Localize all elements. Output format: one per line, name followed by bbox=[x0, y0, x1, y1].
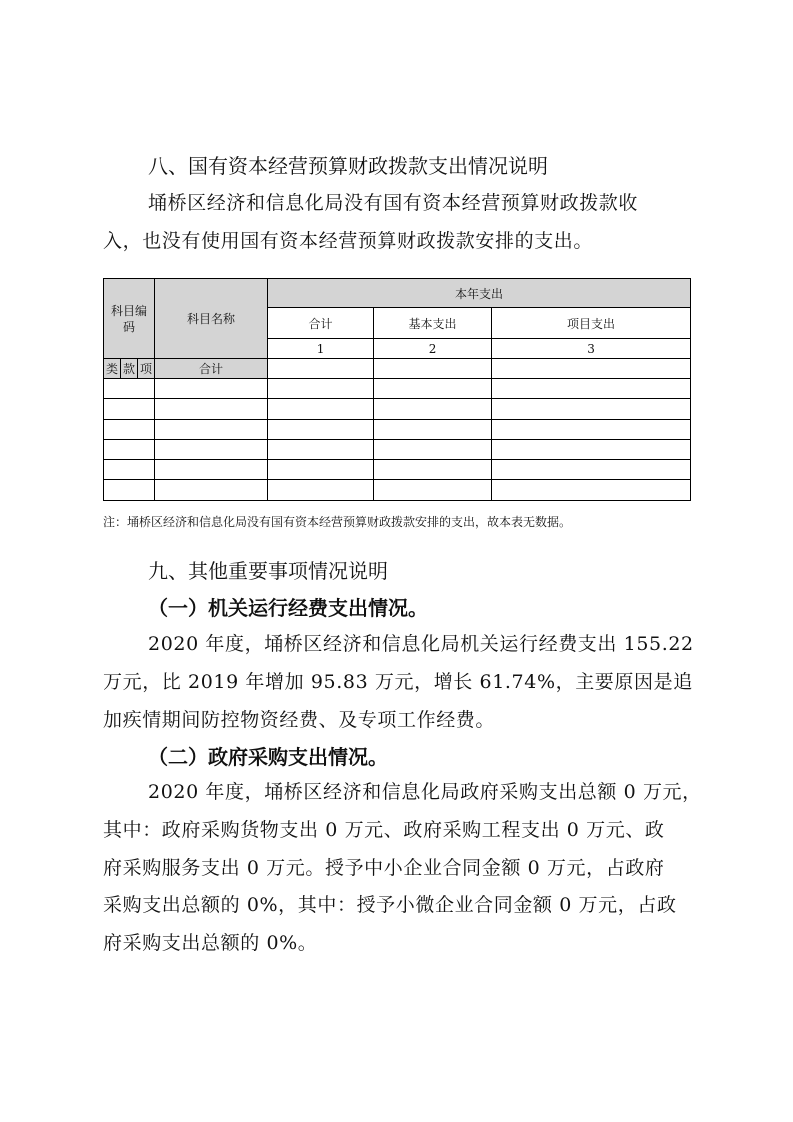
header-section: 款 bbox=[121, 359, 138, 379]
table-cell bbox=[374, 379, 492, 399]
subsection-2-line-2: 其中：政府采购货物支出 0 万元、政府采购工程支出 0 万元、政 bbox=[103, 819, 665, 841]
section-9-heading: 九、其他重要事项情况说明 bbox=[148, 559, 388, 583]
state-capital-budget-table bbox=[103, 278, 691, 501]
table-cell bbox=[104, 479, 155, 500]
subsection-2-line-1: 2020 年度，埇桥区经济和信息化局政府采购支出总额 0 万元， bbox=[148, 781, 702, 803]
total-row-label: 合计 bbox=[155, 359, 268, 379]
table-cell bbox=[268, 439, 374, 459]
table-cell bbox=[374, 459, 492, 479]
header-total: 合计 bbox=[268, 308, 374, 339]
subsection-2-line-4: 采购支出总额的 0%，其中：授予小微企业合同金额 0 万元，占政 bbox=[103, 894, 677, 916]
subsection-1-line-3: 加疾情期间防控物资经费、及专项工作经费。 bbox=[103, 709, 496, 731]
header-current-year-expenditure: 本年支出 bbox=[268, 279, 691, 308]
table-cell bbox=[268, 419, 374, 439]
subsection-1-heading: （一）机关运行经费支出情况。 bbox=[148, 596, 428, 620]
table-cell bbox=[492, 459, 691, 479]
table-row bbox=[104, 439, 691, 459]
table-row bbox=[104, 479, 691, 500]
table-cell bbox=[492, 479, 691, 500]
table-cell bbox=[104, 399, 155, 419]
table-cell bbox=[374, 439, 492, 459]
table-cell bbox=[492, 359, 691, 379]
table-cell bbox=[104, 439, 155, 459]
header-project-expenditure: 项目支出 bbox=[492, 308, 691, 339]
table-cell bbox=[374, 479, 492, 500]
table-cell bbox=[268, 459, 374, 479]
header-subject-code-line-2: 码 bbox=[123, 319, 136, 334]
header-item: 项 bbox=[138, 359, 155, 379]
subsection-2-line-3: 府采购服务支出 0 万元。授予中小企业合同金额 0 万元，占政府 bbox=[103, 857, 665, 879]
table-cell bbox=[492, 419, 691, 439]
section-8-paragraph-line-1: 埇桥区经济和信息化局没有国有资本经营预算财政拨款收 bbox=[148, 192, 639, 214]
table-cell bbox=[492, 399, 691, 419]
header-basic-expenditure: 基本支出 bbox=[374, 308, 492, 339]
table-cell bbox=[492, 439, 691, 459]
table-cell bbox=[374, 359, 492, 379]
subsection-2-heading: （二）政府采购支出情况。 bbox=[148, 745, 388, 769]
section-8-heading: 八、国有资本经营预算财政拨款支出情况说明 bbox=[148, 154, 548, 178]
table-cell bbox=[374, 399, 492, 419]
table-cell bbox=[268, 379, 374, 399]
table-cell bbox=[155, 379, 268, 399]
subsection-2-line-5: 府采购支出总额的 0%。 bbox=[103, 932, 318, 954]
table-cell bbox=[374, 419, 492, 439]
table-cell bbox=[104, 419, 155, 439]
table-row bbox=[104, 459, 691, 479]
table-cell bbox=[268, 359, 374, 379]
header-subject-code bbox=[104, 279, 155, 359]
subsection-1-line-2: 万元，比 2019 年增加 95.83 万元，增长 61.74%，主要原因是追 bbox=[103, 671, 693, 693]
table-cell bbox=[155, 479, 268, 500]
table-row bbox=[104, 419, 691, 439]
table-cell bbox=[155, 399, 268, 419]
header-column-number-2: 2 bbox=[374, 339, 492, 359]
table-row bbox=[104, 379, 691, 399]
table-cell bbox=[104, 379, 155, 399]
subsection-1-line-1: 2020 年度，埇桥区经济和信息化局机关运行经费支出 155.22 bbox=[148, 633, 694, 655]
header-column-number-1: 1 bbox=[268, 339, 374, 359]
table-note: 注：埇桥区经济和信息化局没有国有资本经营预算财政拨款安排的支出，故本表无数据。 bbox=[103, 515, 572, 529]
table-cell bbox=[268, 479, 374, 500]
header-column-number-3: 3 bbox=[492, 339, 691, 359]
header-subject-name: 科目名称 bbox=[155, 279, 268, 359]
table-cell bbox=[104, 459, 155, 479]
table-cell bbox=[268, 399, 374, 419]
table-cell bbox=[155, 459, 268, 479]
header-category: 类 bbox=[104, 359, 121, 379]
table-cell bbox=[155, 419, 268, 439]
section-8-paragraph-line-2: 入，也没有使用国有资本经营预算财政拨款安排的支出。 bbox=[103, 230, 594, 252]
table-row bbox=[104, 399, 691, 419]
table-cell bbox=[155, 439, 268, 459]
table-cell bbox=[492, 379, 691, 399]
header-subject-code-line-1: 科目编 bbox=[111, 303, 148, 318]
